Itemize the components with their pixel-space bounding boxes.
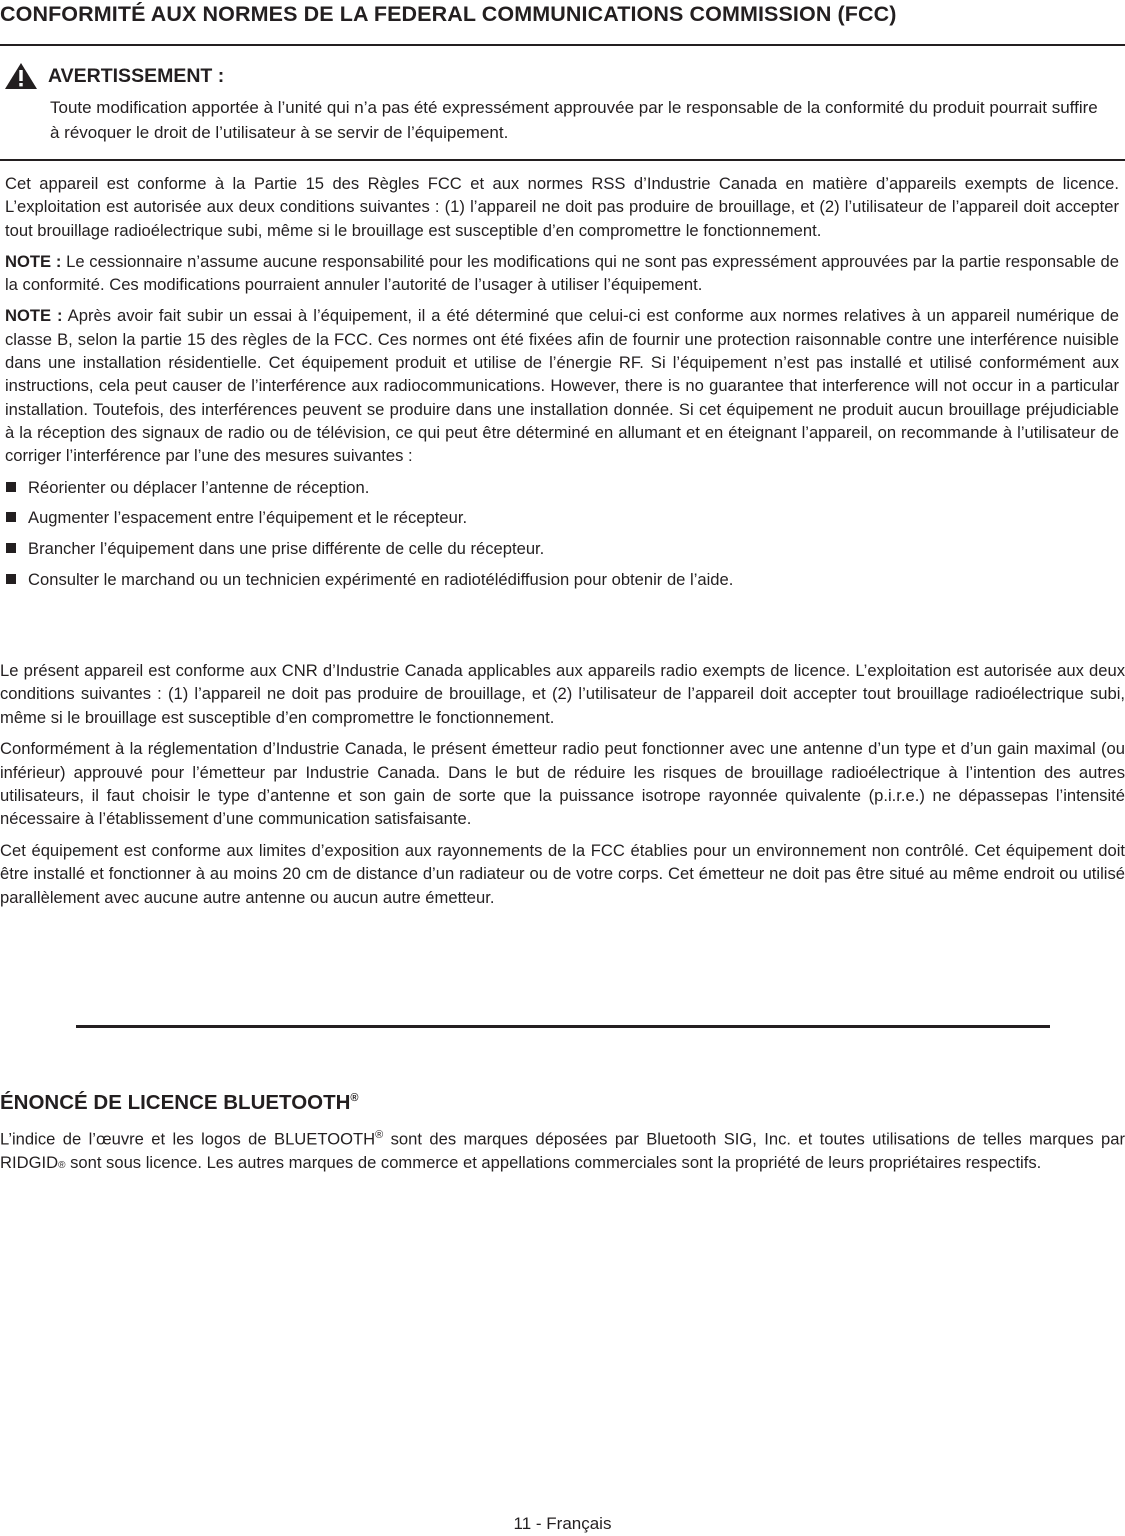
fcc-body (5, 172, 1119, 599)
list-item: Consulter le marchand ou un technicien expérimenté en radiotélédiffusion pour obtenir de l’aide. (5, 568, 1119, 591)
section-divider (76, 1025, 1050, 1028)
canada-body (0, 659, 1125, 917)
bluetooth-heading: ÉNONCÉ DE LICENCE BLUETOOTH® (0, 1091, 359, 1114)
paragraph-antenna: Conformément à la réglementation d’Industrie Canada, le présent émetteur radio peut fonctionner avec une antenne d’un type et d’un gain maximal (ou inférieur) approuvé pour l’émetteur par Industrie Canada. Dans le but de réduire les risques de brouillage radioélectrique à l’intention des autres utilisateurs, il faut choisir le type d’antenne et son gain de sorte que la puissance isotrope rayonnée quivalente (p.i.r.e.) ne dépassepas l’intensité nécessaire à l’établissement d’une communication satisfaisante. (0, 739, 1125, 829)
paragraph-exposure: Cet équipement est conforme aux limites d’exposition aux rayonnements de la FCC établies pour un environnement non contrôlé. Cet équipement doit être installé et fonctionner à au moins 20 cm de distance d’un radiateur ou de votre corps. Cet émetteur ne doit pas être situé au même endroit ou utilisé parallèlement avec aucune autre antenne ou aucun autre émetteur. (0, 841, 1125, 907)
warning-text: Toute modification apportée à l’unité qui n’a pas été expressément approuvée par le responsable de la conformité du produit pourrait suffire à révoquer le droit de l’utilisateur à se servir de l’équipement. (50, 98, 1098, 142)
warning-header (4, 62, 224, 90)
note-label: NOTE : (5, 251, 62, 271)
bullet-square-icon (6, 512, 16, 522)
bullet-square-icon (6, 482, 16, 492)
note-label: NOTE : (5, 306, 63, 326)
title-divider (0, 44, 1125, 46)
warning-triangle-icon (4, 62, 38, 90)
paragraph-cnr: Le présent appareil est conforme aux CNR d’Industrie Canada applicables aux appareils radio exempts de licence. L’exploitation est autorisée aux deux conditions suivantes : (1) l’appareil ne doit pas produire de brouillage, et (2) l’utilisateur de l’appareil doit accepter tout brouillage radioélectrique subi, même si le brouillage est susceptible d’en compromettre le fonctionnement. (0, 661, 1125, 727)
warning-divider (0, 159, 1125, 161)
warning-label: AVERTISSEMENT : (48, 64, 225, 87)
list-item: Réorienter ou déplacer l’antenne de réception. (5, 476, 1119, 499)
note-text: Après avoir fait subir un essai à l’équipement, il a été déterminé que celui-ci est conforme aux normes relatives à un appareil numérique de classe B, selon la partie 15 des règles de la FCC. Ces normes ont été fixées afin de fournir une protection raisonnable contre une interférence nuisible dans une installation résidentielle. Cet équipement produit et utilise de l’énergie RF. Si l’équipement n’est pas installé et utilisé conformément aux instructions, cela peut causer de l’interférence aux radiocommunications. However, there is no guarantee that interference will not occur in a particular installation. Toutefois, des interférences peuvent se produire dans une installation donnée. Si cet équipement ne produit aucun brouillage préjudiciable à la réception des signaux de radio ou de télévision, ce qui peut être déterminé en allumant et en éteignant l’appareil, on recommande à l’utilisateur de corriger l’interférence par l’une des mesures suivantes : (5, 306, 1119, 466)
bluetooth-text: L’indice de l’œuvre et les logos de BLUETOOTH® sont des marques déposées par Bluetooth SIG, Inc. et toutes utilisations de telles marques par RIDGID® sont sous licence. Les autres marques de commerce et appellations commerciales sont la propriété de leurs propriétaires respectifs. (0, 1129, 1125, 1172)
bullet-square-icon (6, 543, 16, 553)
page-title: CONFORMITÉ AUX NORMES DE LA FEDERAL COMMUNICATIONS COMMISSION (FCC) (0, 2, 897, 26)
note-class-b (5, 304, 1119, 467)
paragraph-fcc-part15: Cet appareil est conforme à la Partie 15 des Règles FCC et aux normes RSS d’Industrie Canada en matière d’appareils exempts de licence. L’exploitation est autorisée aux deux conditions suivantes : (1) l’appareil ne doit pas produire de brouillage, et (2) l’utilisateur de l’appareil doit accepter tout brouillage radioélectrique subi, même si le brouillage est susceptible d’en compromettre le fonctionnement. (5, 174, 1119, 240)
note-responsibility (5, 250, 1119, 297)
page-footer: 11 - Français (513, 1514, 612, 1533)
bullet-square-icon (6, 574, 16, 584)
note-text: Le cessionnaire n’assume aucune responsabilité pour les modifications qui ne sont pas expressément approuvées par la partie responsable de la conformité. Ces modifications pourraient annuler l’autorité de l’usager à utiliser l’équipement. (5, 251, 1119, 295)
list-item: Brancher l’équipement dans une prise différente de celle du récepteur. (5, 537, 1119, 560)
list-item: Augmenter l’espacement entre l’équipement et le récepteur. (5, 506, 1119, 529)
measures-list (5, 476, 1119, 592)
